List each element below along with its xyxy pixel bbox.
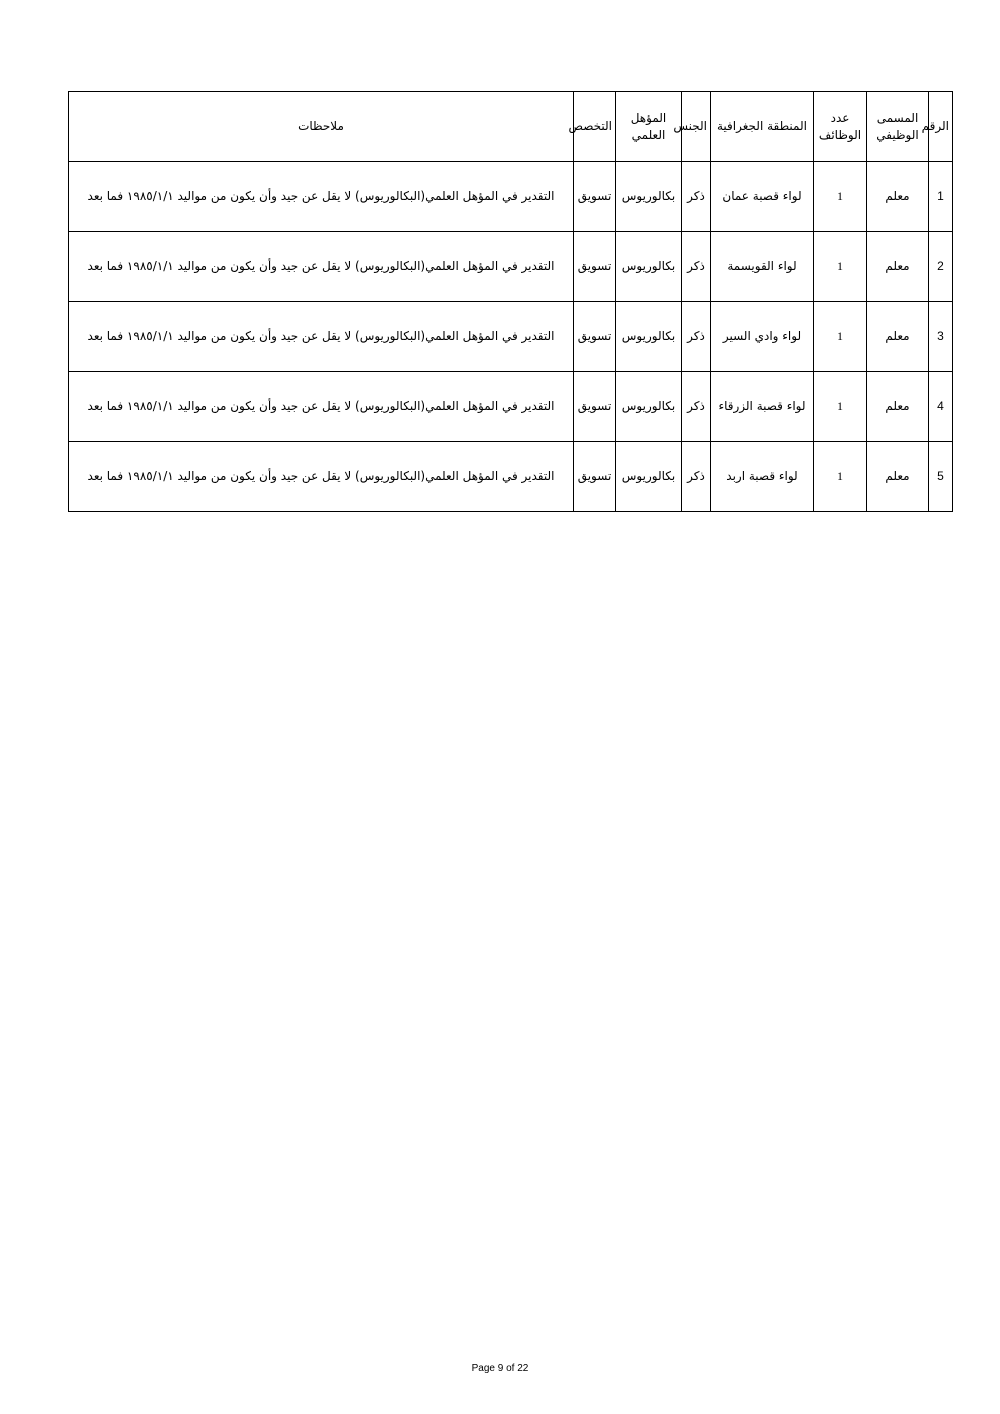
row-major: تسويق: [574, 162, 616, 232]
table-body: [69, 162, 953, 512]
row-gender: ذكر: [682, 302, 711, 372]
row-job-title: معلم: [867, 372, 929, 442]
row-job-title: معلم: [867, 302, 929, 372]
row-region: لواء القويسمة: [711, 232, 814, 302]
row-notes: التقدير في المؤهل العلمي(البكالوريوس) لا يقل عن جيد وأن يكون من مواليد ١٩٨٥/١/١ فما بعد: [69, 162, 574, 232]
row-notes: التقدير في المؤهل العلمي(البكالوريوس) لا يقل عن جيد وأن يكون من مواليد ١٩٨٥/١/١ فما بعد: [69, 372, 574, 442]
row-number: 1: [929, 162, 953, 232]
header-region: المنطقة الجغرافية: [711, 92, 814, 162]
row-major: تسويق: [574, 372, 616, 442]
table-row: [69, 372, 953, 442]
row-qualification: بكالوريوس: [616, 372, 682, 442]
header-major: التخصص: [574, 92, 616, 162]
table-row: [69, 442, 953, 512]
row-major: تسويق: [574, 442, 616, 512]
jobs-table: [68, 91, 953, 512]
table-header: [69, 92, 953, 162]
row-gender: ذكر: [682, 372, 711, 442]
row-job-count: 1: [814, 442, 867, 512]
row-major: تسويق: [574, 302, 616, 372]
row-region: لواء قصبة الزرقاء: [711, 372, 814, 442]
row-gender: ذكر: [682, 232, 711, 302]
row-number: 2: [929, 232, 953, 302]
row-job-count: 1: [814, 232, 867, 302]
row-job-title: معلم: [867, 442, 929, 512]
row-qualification: بكالوريوس: [616, 442, 682, 512]
header-qualification: المؤهل العلمي: [616, 92, 682, 162]
row-number: 5: [929, 442, 953, 512]
row-region: لواء وادي السير: [711, 302, 814, 372]
row-notes: التقدير في المؤهل العلمي(البكالوريوس) لا يقل عن جيد وأن يكون من مواليد ١٩٨٥/١/١ فما بعد: [69, 302, 574, 372]
row-major: تسويق: [574, 232, 616, 302]
row-region: لواء قصبة اربد: [711, 442, 814, 512]
row-qualification: بكالوريوس: [616, 162, 682, 232]
row-qualification: بكالوريوس: [616, 232, 682, 302]
header-num: الرقم: [929, 92, 953, 162]
header-row: [69, 92, 953, 162]
row-job-count: 1: [814, 162, 867, 232]
row-job-title: معلم: [867, 162, 929, 232]
header-job-title: المسمى الوظيفي: [867, 92, 929, 162]
row-notes: التقدير في المؤهل العلمي(البكالوريوس) لا يقل عن جيد وأن يكون من مواليد ١٩٨٥/١/١ فما بعد: [69, 442, 574, 512]
header-job-count: عدد الوظائف: [814, 92, 867, 162]
page-number-footer: Page 9 of 22: [471, 1363, 529, 1374]
table-row: [69, 162, 953, 232]
row-job-count: 1: [814, 302, 867, 372]
header-notes: ملاحظات: [69, 92, 574, 162]
row-job-title: معلم: [867, 232, 929, 302]
row-region: لواء قصبة عمان: [711, 162, 814, 232]
row-gender: ذكر: [682, 162, 711, 232]
row-qualification: بكالوريوس: [616, 302, 682, 372]
row-gender: ذكر: [682, 442, 711, 512]
header-gender: الجنس: [682, 92, 711, 162]
row-notes: التقدير في المؤهل العلمي(البكالوريوس) لا يقل عن جيد وأن يكون من مواليد ١٩٨٥/١/١ فما بعد: [69, 232, 574, 302]
row-job-count: 1: [814, 372, 867, 442]
row-number: 3: [929, 302, 953, 372]
table-row: [69, 302, 953, 372]
table-row: [69, 232, 953, 302]
row-number: 4: [929, 372, 953, 442]
